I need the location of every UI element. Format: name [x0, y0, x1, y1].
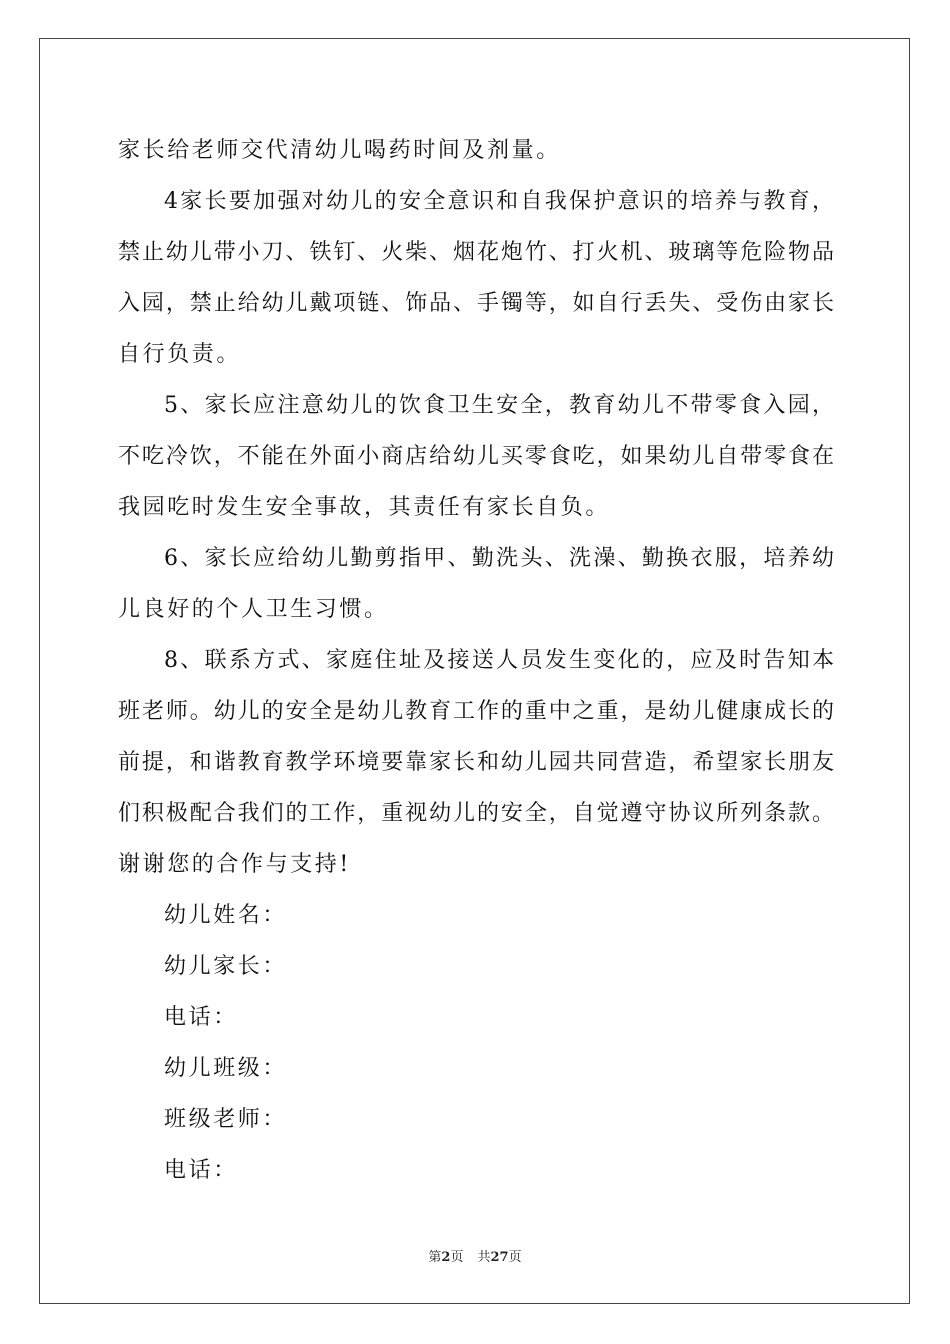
total-suffix: 页 — [508, 1250, 522, 1265]
paragraph-line: 不吃冷饮，不能在外面小商店给幼儿买零食吃，如果幼儿自带零食在 — [118, 444, 834, 469]
paragraph-line: 儿良好的个人卫生习惯。 — [118, 597, 389, 622]
paragraph-line: 我园吃时发生安全事故，其责任有家长自负。 — [118, 495, 611, 520]
field-teacher-phone: 电话： — [164, 1158, 238, 1183]
field-class-teacher: 班级老师： — [164, 1107, 288, 1132]
paragraph-line: 班老师。幼儿的安全是幼儿教育工作的重中之重，是幼儿健康成长的 — [118, 699, 834, 724]
paragraph-line: 5、家长应注意幼儿的饮食卫生安全，教育幼儿不带零食入园， — [164, 393, 834, 418]
paragraph-line: 禁止幼儿带小刀、铁钉、火柴、烟花炮竹、打火机、玻璃等危险物品 — [118, 240, 834, 265]
document-body — [118, 125, 834, 1196]
page-number: 2 — [441, 1250, 451, 1265]
paragraph-line: 家长给老师交代清幼儿喝药时间及剂量。 — [118, 138, 561, 163]
page-prefix: 第 — [428, 1250, 442, 1265]
page-footer — [0, 1246, 950, 1265]
field-class: 幼儿班级： — [164, 1056, 288, 1081]
total-pages: 27 — [490, 1250, 509, 1265]
paragraph-line: 4家长要加强对幼儿的安全意识和自我保护意识的培养与教育， — [164, 189, 834, 214]
total-prefix: 共 — [477, 1250, 491, 1265]
paragraph-line: 6、家长应给幼儿勤剪指甲、勤洗头、洗澡、勤换衣服，培养幼 — [164, 546, 834, 571]
page-suffix: 页 — [450, 1250, 464, 1265]
paragraph-line: 8、联系方式、家庭住址及接送人员发生变化的，应及时告知本 — [164, 648, 834, 673]
field-child-name: 幼儿姓名： — [164, 903, 288, 928]
paragraph-line: 入园，禁止给幼儿戴项链、饰品、手镯等，如自行丢失、受伤由家长 — [118, 291, 834, 316]
paragraph-line: 们积极配合我们的工作，重视幼儿的安全，自觉遵守协议所列条款。 — [118, 801, 834, 826]
paragraph-line: 前提，和谐教育教学环境要靠家长和幼儿园共同营造，希望家长朋友 — [118, 750, 834, 775]
paragraph-line: 谢谢您的合作与支持! — [118, 852, 351, 877]
field-parent: 幼儿家长： — [164, 954, 288, 979]
paragraph-line: 自行负责。 — [118, 342, 242, 367]
field-phone: 电话： — [164, 1005, 238, 1030]
